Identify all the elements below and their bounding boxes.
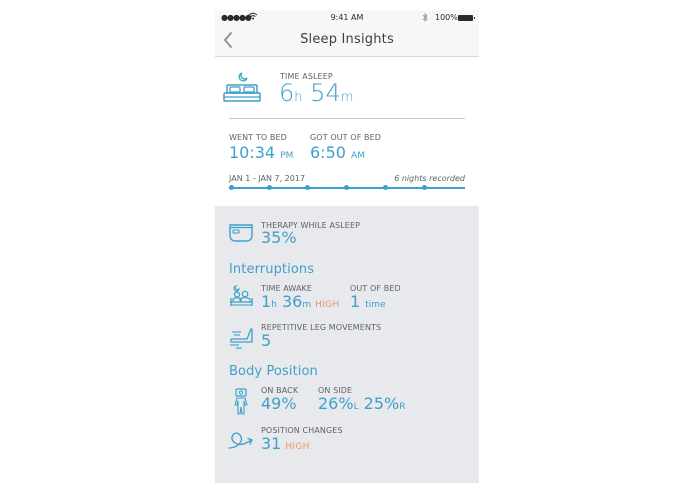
timeline-night-dot[interactable] xyxy=(422,185,427,190)
leg-movement-icon xyxy=(228,326,254,352)
went-to-bed-label: WENT TO BED xyxy=(229,133,287,142)
went-to-bed-value xyxy=(229,143,293,166)
leg-movements-value: 5 xyxy=(261,331,272,350)
on-side-value xyxy=(318,395,406,416)
time-awake-minutes: 36 xyxy=(282,292,303,311)
therapy-value: 35% xyxy=(261,228,297,247)
got-out-of-bed-value xyxy=(310,143,381,166)
details-panel xyxy=(215,206,479,483)
date-range-row xyxy=(229,174,465,184)
timeline-night-dot[interactable] xyxy=(344,185,349,190)
position-changes-label: POSITION CHANGES xyxy=(261,426,343,435)
out-of-bed-count: 1 xyxy=(350,292,361,311)
time-asleep-minutes: 54 xyxy=(310,79,341,107)
nights-timeline[interactable] xyxy=(229,185,465,190)
went-to-bed-time: 10:34 xyxy=(229,143,276,162)
leg-movements-label: REPETITIVE LEG MOVEMENTS xyxy=(261,323,382,332)
body-position-heading: Body Position xyxy=(229,364,318,379)
bluetooth-icon xyxy=(422,13,428,24)
on-side-left-value: 26% xyxy=(318,394,354,413)
position-changes-value xyxy=(261,435,310,456)
cpap-mask-icon xyxy=(228,222,254,248)
therapy-label: THERAPY WHILE ASLEEP xyxy=(261,221,361,230)
signal-strength-icon: ●●●●● xyxy=(221,13,251,22)
on-side-right-value: 25% xyxy=(363,394,400,413)
position-changes-high-badge: HIGH xyxy=(285,442,310,452)
divider xyxy=(229,118,465,119)
battery-icon xyxy=(458,15,473,21)
time-awake-high-badge: HIGH xyxy=(315,300,340,310)
out-of-bed-value xyxy=(350,293,386,314)
got-out-of-bed xyxy=(310,133,381,166)
battery-percent: 100% xyxy=(435,13,458,22)
position-changes-count: 31 xyxy=(261,434,282,453)
bed-moon-icon xyxy=(223,70,261,106)
went-to-bed xyxy=(229,133,293,166)
got-out-of-bed-label: GOT OUT OF BED xyxy=(310,133,382,142)
phone-screen xyxy=(215,0,479,494)
status-time: 9:41 AM xyxy=(330,13,364,22)
timeline-night-dot[interactable] xyxy=(267,185,272,190)
timeline-night-dot[interactable] xyxy=(305,185,310,190)
awake-in-bed-icon xyxy=(228,284,254,310)
nights-recorded: 6 nights recorded xyxy=(394,174,465,183)
status-bar xyxy=(215,13,479,25)
hours-unit: h xyxy=(271,300,277,310)
on-back-value: 49% xyxy=(261,394,297,413)
out-of-bed-unit: time xyxy=(365,300,386,310)
out-of-bed-label: OUT OF BED xyxy=(350,284,401,293)
time-asleep-value xyxy=(279,79,353,112)
minutes-unit: m xyxy=(302,300,312,310)
date-range: JAN 1 - JAN 7, 2017 xyxy=(229,174,306,183)
on-side-label: ON SIDE xyxy=(318,386,353,395)
nav-bar xyxy=(215,28,479,54)
got-out-of-bed-ampm: AM xyxy=(351,151,365,161)
timeline-night-dot[interactable] xyxy=(383,185,388,190)
left-unit: L xyxy=(353,402,359,412)
timeline-night-dot[interactable] xyxy=(229,185,234,190)
got-out-of-bed-time: 6:50 xyxy=(310,143,346,162)
page-title: Sleep Insights xyxy=(300,32,394,47)
time-awake-value xyxy=(261,293,340,314)
went-to-bed-ampm: PM xyxy=(280,151,294,161)
on-back-label: ON BACK xyxy=(261,386,299,395)
hours-unit: h xyxy=(294,90,303,105)
time-asleep-label: TIME ASLEEP xyxy=(280,72,333,81)
minutes-unit: m xyxy=(340,90,354,105)
time-awake-hours: 1 xyxy=(261,292,272,311)
position-change-loop-icon xyxy=(228,429,254,455)
time-asleep-hours: 6 xyxy=(279,79,295,107)
time-awake-label: TIME AWAKE xyxy=(261,284,313,293)
top-bar xyxy=(215,10,479,57)
interruptions-heading: Interruptions xyxy=(229,262,315,277)
bed-times xyxy=(229,133,469,167)
right-unit: R xyxy=(399,402,406,412)
body-on-back-icon xyxy=(228,388,254,414)
